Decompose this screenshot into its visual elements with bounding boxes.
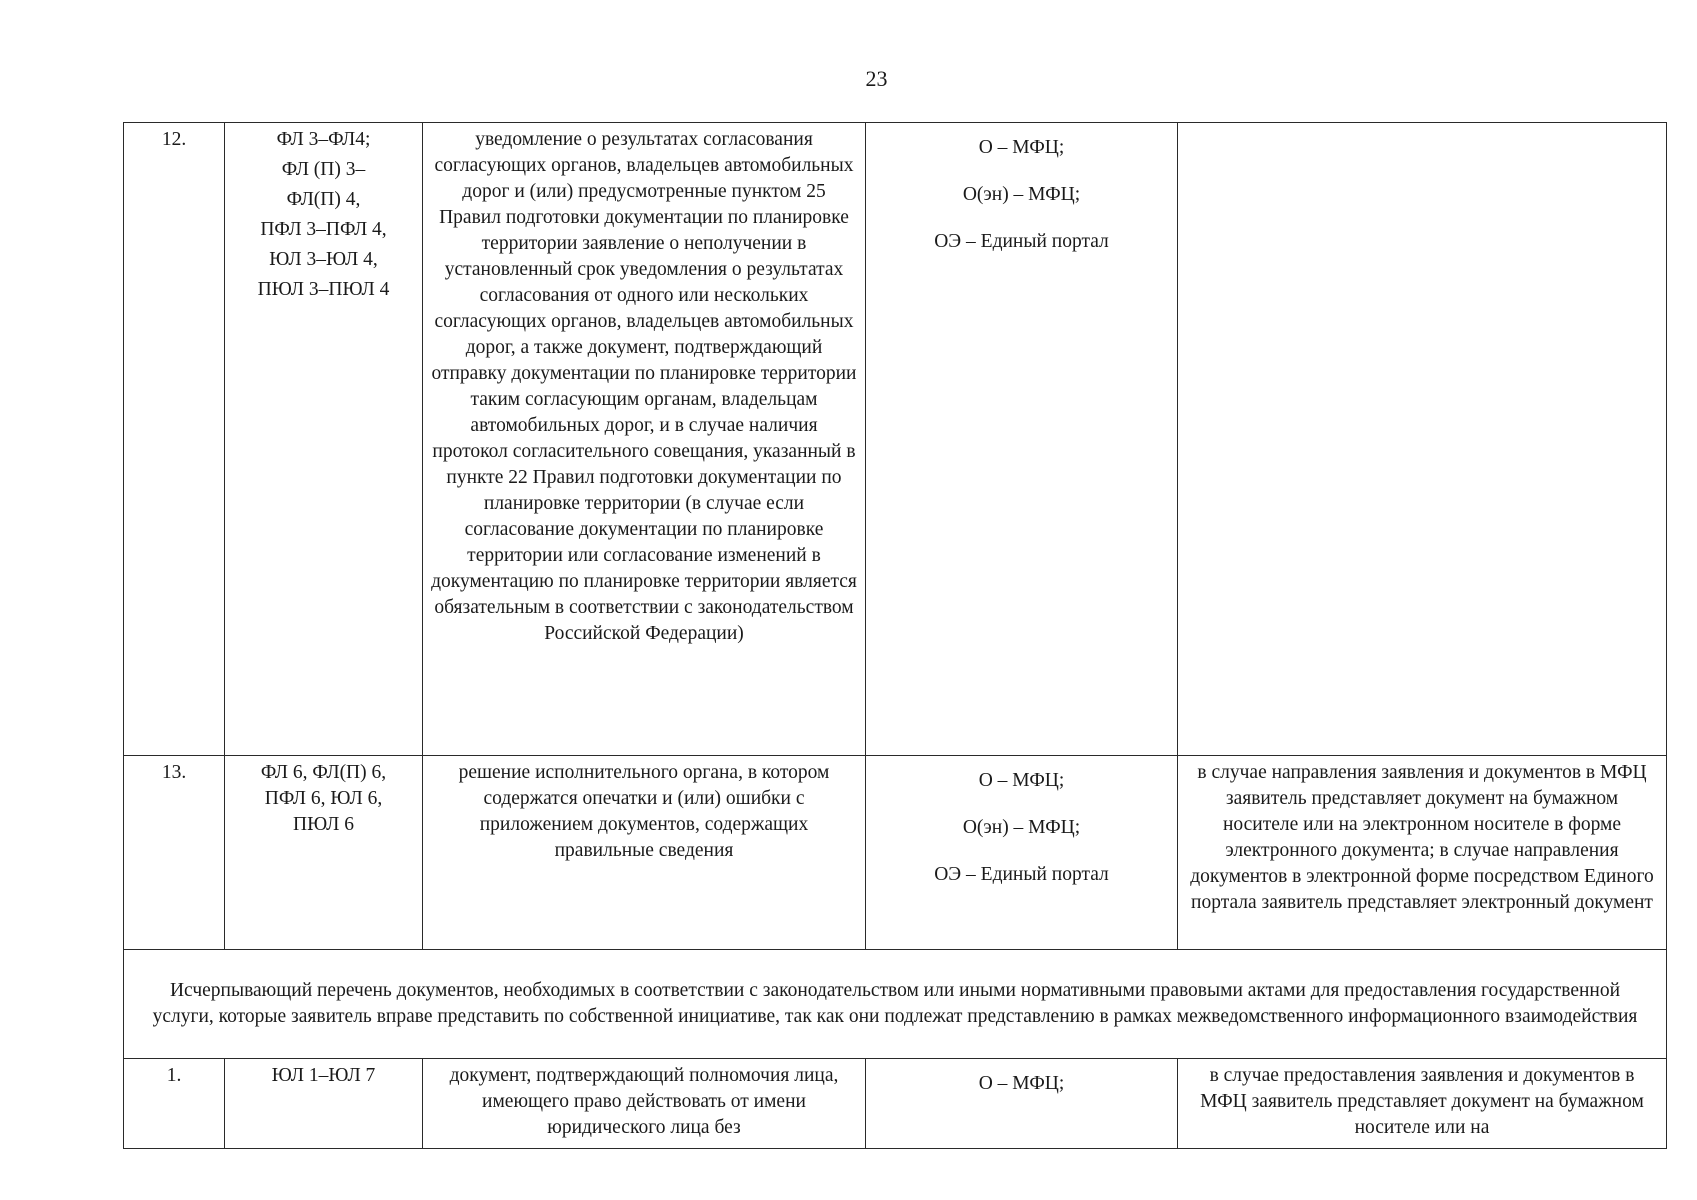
row-number-cell: 12. (124, 123, 225, 756)
method-line: О(эн) – МФЦ; (962, 184, 1081, 205)
page-number: 23 (865, 66, 888, 91)
section-heading-row (124, 950, 1667, 1059)
section-heading: Исчерпывающий перечень документов, необходимых в соответствии с законодательством или иными нормативными правовыми актами для предоставления государственной услуги, которые заявитель вправе представить по собственной инициативе, так как они подлежат представлению в рамках межведомственного информационного взаимодействия (124, 950, 1667, 1059)
applicant-line: ФЛ (П) 3– (281, 159, 366, 180)
submission-methods-cell (866, 756, 1178, 950)
documents-table (123, 122, 1667, 1149)
applicants-cell (225, 123, 423, 756)
document-cell: уведомление о результатах согласования согласующих органов, владельцев автомобильных дорог и (или) предусмотренные пунктом 25 Правил подготовки документации по планировке территории заявление о неполучении в установленный срок уведомления о результатах согласования от одного или нескольких согласующих органов, владельцев автомобильных дорог, а также документ, подтверждающий отправку документации по планировке территории таким согласующим органам, владельцам автомобильных дорог, и в случае наличия протокол согласительного совещания, указанный в пункте 22 Правил подготовки документации по планировке территории (в случае если согласование документации по планировке территории или согласование изменений в документацию по планировке территории является обязательным в соответствии с законодательством Российской Федерации) (423, 123, 866, 756)
method-line: О – МФЦ; (978, 137, 1065, 158)
applicant-line: ФЛ 3–ФЛ4; (276, 129, 371, 150)
applicant-line: ПФЛ 6, ЮЛ 6, (264, 788, 383, 809)
applicant-line: ПЮЛ 6 (292, 814, 354, 835)
method-line: ОЭ – Единый портал (934, 864, 1109, 885)
table-row (124, 756, 1667, 950)
applicants-cell: ЮЛ 1–ЮЛ 7 (225, 1059, 423, 1149)
note-cell: в случае предоставления заявления и документов в МФЦ заявитель представляет документ на бумажном носителе или на (1178, 1059, 1667, 1149)
table-row (124, 1059, 1667, 1149)
submission-methods-cell (866, 123, 1178, 756)
applicant-line: ЮЛ 3–ЮЛ 4, (269, 249, 378, 270)
row-number-cell: 1. (124, 1059, 225, 1149)
applicants-cell (225, 756, 423, 950)
applicant-line: ФЛ(П) 4, (286, 189, 361, 210)
applicant-line: ФЛ 6, ФЛ(П) 6, (260, 762, 387, 783)
applicant-line: ПЮЛ 3–ПЮЛ 4 (257, 279, 390, 300)
document-cell: документ, подтверждающий полномочия лица, имеющего право действовать от имени юридического лица без (423, 1059, 866, 1149)
method-line: О(эн) – МФЦ; (962, 817, 1081, 838)
submission-methods-cell: О – МФЦ; (866, 1059, 1178, 1149)
table-row (124, 123, 1667, 756)
method-line: О – МФЦ; (978, 770, 1065, 791)
note-cell: в случае направления заявления и документов в МФЦ заявитель представляет документ на бумажном носителе или на электронном носителе в форме электронного документа; в случае направления документов в электронной форме посредством Единого портала заявитель представляет электронный документ (1178, 756, 1667, 950)
note-cell (1178, 123, 1667, 756)
row-number-cell: 13. (124, 756, 225, 950)
method-line: ОЭ – Единый портал (934, 231, 1109, 252)
document-cell: решение исполнительного органа, в котором содержатся опечатки и (или) ошибки с приложением документов, содержащих правильные сведения (423, 756, 866, 950)
applicant-line: ПФЛ 3–ПФЛ 4, (260, 219, 387, 240)
